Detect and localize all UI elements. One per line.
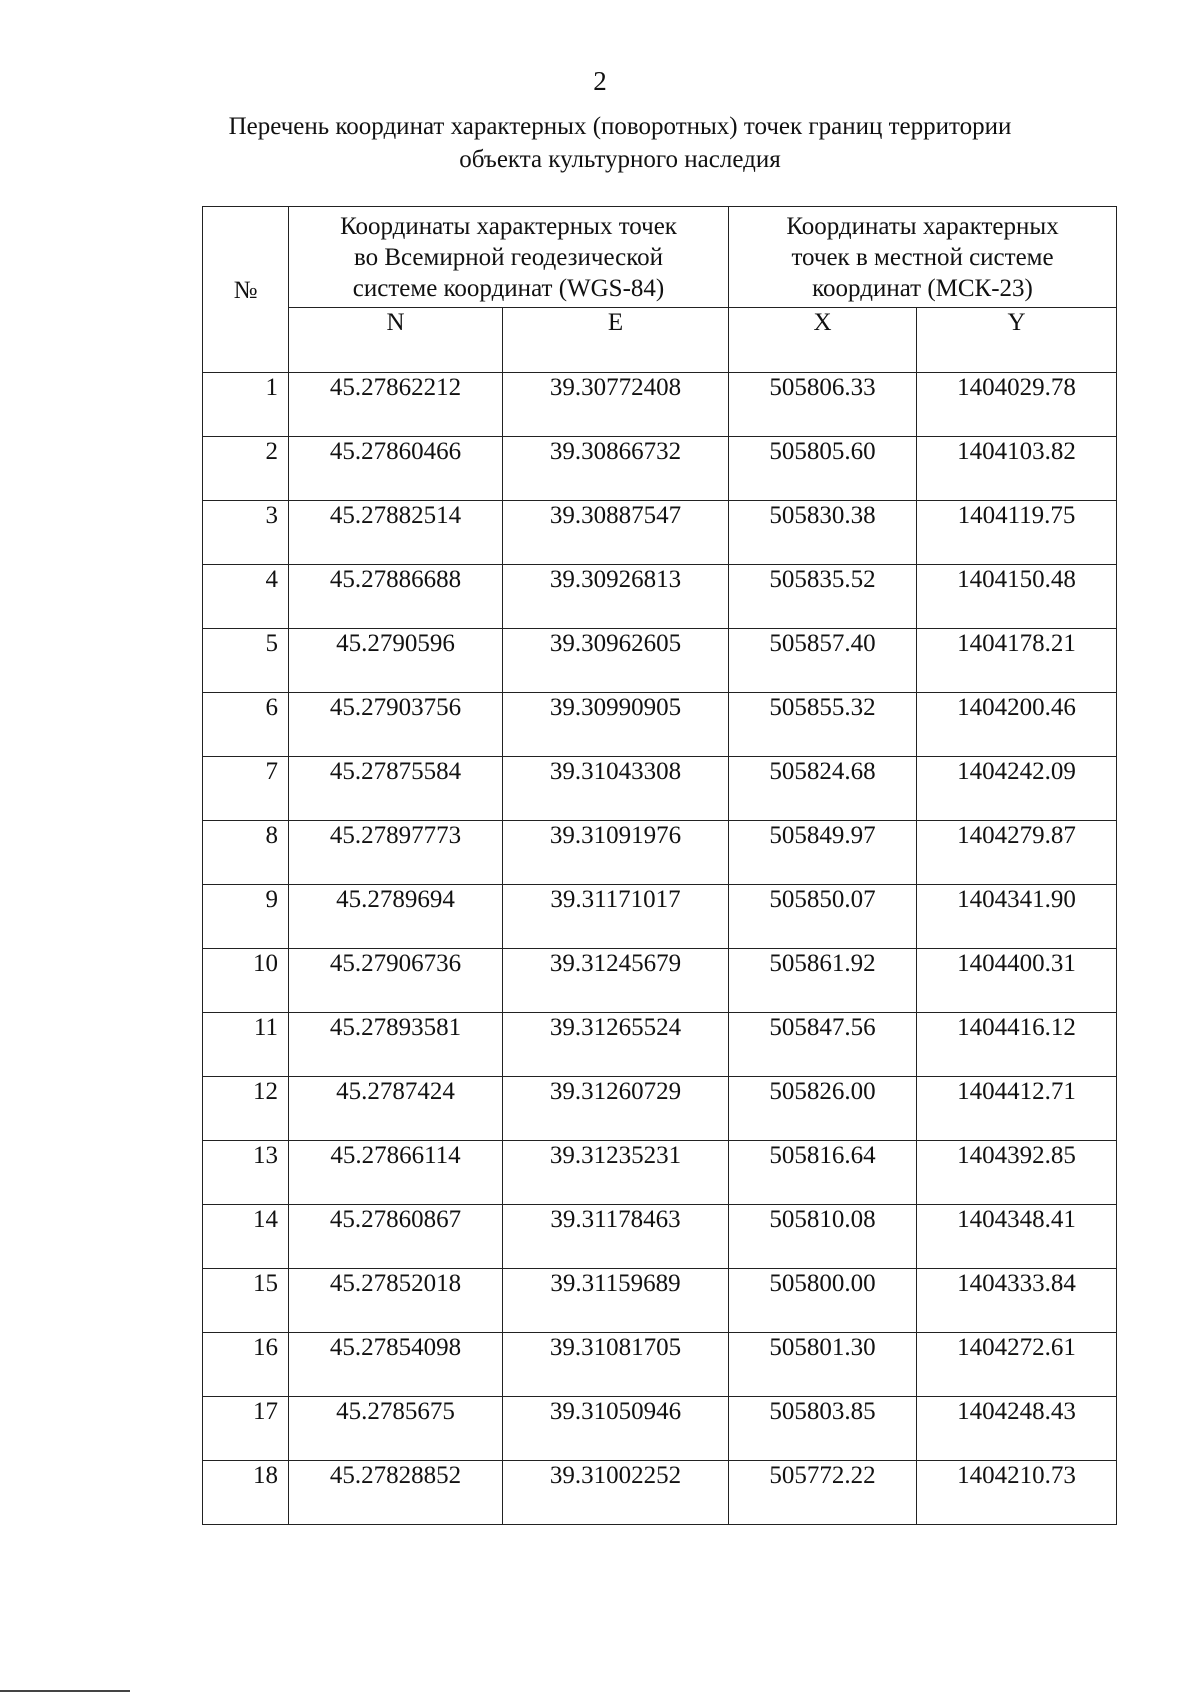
row-number: 18 (203, 1461, 289, 1525)
cell-msk-y: 1404272.61 (917, 1333, 1117, 1397)
row-number: 5 (203, 629, 289, 693)
cell-msk-y: 1404248.43 (917, 1397, 1117, 1461)
cell-wgs-n: 45.27854098 (289, 1333, 503, 1397)
header-wgs84-group (289, 207, 729, 308)
cell-msk-x: 505772.22 (729, 1461, 917, 1525)
header-row-groups (203, 207, 1117, 308)
table-row (203, 501, 1117, 565)
cell-wgs-n: 45.27882514 (289, 501, 503, 565)
page-number: 2 (593, 66, 607, 96)
cell-wgs-n: 45.27897773 (289, 821, 503, 885)
cell-msk-x: 505835.52 (729, 565, 917, 629)
cell-msk-y: 1404333.84 (917, 1269, 1117, 1333)
cell-msk-y: 1404412.71 (917, 1077, 1117, 1141)
cell-msk-x: 505826.00 (729, 1077, 917, 1141)
cell-wgs-n: 45.27866114 (289, 1141, 503, 1205)
cell-msk-x: 505857.40 (729, 629, 917, 693)
table-row (203, 629, 1117, 693)
table-body (203, 373, 1117, 1525)
header-col-e: E (503, 308, 729, 373)
cell-msk-y: 1404279.87 (917, 821, 1117, 885)
table-row (203, 757, 1117, 821)
cell-msk-x: 505805.60 (729, 437, 917, 501)
row-number: 2 (203, 437, 289, 501)
cell-wgs-n: 45.27852018 (289, 1269, 503, 1333)
cell-wgs-n: 45.27906736 (289, 949, 503, 1013)
row-number: 13 (203, 1141, 289, 1205)
cell-msk-y: 1404029.78 (917, 373, 1117, 437)
header-col-y: Y (917, 308, 1117, 373)
header-col-x: X (729, 308, 917, 373)
row-number: 1 (203, 373, 289, 437)
table-row (203, 1269, 1117, 1333)
cell-wgs-n: 45.2785675 (289, 1397, 503, 1461)
header-msk23-line: точек в местной системе (791, 243, 1054, 271)
table-row (203, 821, 1117, 885)
row-number: 10 (203, 949, 289, 1013)
cell-msk-y: 1404341.90 (917, 885, 1117, 949)
table-row (203, 1205, 1117, 1269)
cell-wgs-n: 45.27860466 (289, 437, 503, 501)
cell-msk-x: 505847.56 (729, 1013, 917, 1077)
cell-wgs-e: 39.30887547 (503, 501, 729, 565)
cell-msk-y: 1404178.21 (917, 629, 1117, 693)
table-row (203, 373, 1117, 437)
cell-msk-x: 505810.08 (729, 1205, 917, 1269)
cell-wgs-n: 45.2789694 (289, 885, 503, 949)
cell-msk-x: 505816.64 (729, 1141, 917, 1205)
row-number: 15 (203, 1269, 289, 1333)
cell-msk-x: 505850.07 (729, 885, 917, 949)
cell-msk-x: 505861.92 (729, 949, 917, 1013)
cell-wgs-e: 39.31265524 (503, 1013, 729, 1077)
row-number: 7 (203, 757, 289, 821)
scan-edge-line (0, 1690, 130, 1692)
cell-wgs-n: 45.27860867 (289, 1205, 503, 1269)
row-number: 16 (203, 1333, 289, 1397)
table-row (203, 1333, 1117, 1397)
row-number: 17 (203, 1397, 289, 1461)
cell-wgs-e: 39.31159689 (503, 1269, 729, 1333)
header-wgs84-line: системе координат (WGS-84) (352, 274, 665, 302)
cell-msk-x: 505849.97 (729, 821, 917, 885)
header-msk23-line: координат (МСК-23) (812, 274, 1033, 302)
cell-msk-y: 1404242.09 (917, 757, 1117, 821)
cell-wgs-e: 39.30962605 (503, 629, 729, 693)
cell-msk-y: 1404210.73 (917, 1461, 1117, 1525)
table-row (203, 1141, 1117, 1205)
cell-msk-x: 505855.32 (729, 693, 917, 757)
cell-msk-x: 505806.33 (729, 373, 917, 437)
cell-wgs-n: 45.27875584 (289, 757, 503, 821)
cell-wgs-e: 39.31171017 (503, 885, 729, 949)
cell-msk-x: 505801.30 (729, 1333, 917, 1397)
cell-msk-x: 505803.85 (729, 1397, 917, 1461)
table-row (203, 1077, 1117, 1141)
table-row (203, 437, 1117, 501)
cell-msk-y: 1404103.82 (917, 437, 1117, 501)
table-row (203, 885, 1117, 949)
row-number: 9 (203, 885, 289, 949)
cell-wgs-e: 39.30772408 (503, 373, 729, 437)
document-title (150, 110, 1090, 176)
cell-wgs-e: 39.31260729 (503, 1077, 729, 1141)
cell-wgs-e: 39.31178463 (503, 1205, 729, 1269)
title-line-1: Перечень координат характерных (поворотных) точек границ территории (228, 113, 1012, 140)
row-number: 12 (203, 1077, 289, 1141)
cell-wgs-n: 45.27893581 (289, 1013, 503, 1077)
cell-wgs-e: 39.31245679 (503, 949, 729, 1013)
header-msk23-line: Координаты характерных (786, 212, 1059, 240)
cell-msk-y: 1404348.41 (917, 1205, 1117, 1269)
cell-wgs-e: 39.31050946 (503, 1397, 729, 1461)
cell-wgs-e: 39.31002252 (503, 1461, 729, 1525)
cell-wgs-n: 45.27903756 (289, 693, 503, 757)
table-row (203, 1397, 1117, 1461)
cell-wgs-e: 39.31081705 (503, 1333, 729, 1397)
table-row (203, 693, 1117, 757)
cell-msk-y: 1404392.85 (917, 1141, 1117, 1205)
row-number: 4 (203, 565, 289, 629)
table-row (203, 565, 1117, 629)
cell-msk-x: 505800.00 (729, 1269, 917, 1333)
cell-wgs-e: 39.31235231 (503, 1141, 729, 1205)
table-row (203, 1461, 1117, 1525)
coordinates-table (202, 206, 1117, 1525)
cell-msk-x: 505824.68 (729, 757, 917, 821)
cell-wgs-e: 39.31091976 (503, 821, 729, 885)
title-line-2: объекта культурного наследия (459, 146, 781, 173)
cell-msk-y: 1404119.75 (917, 501, 1117, 565)
header-col-n: N (289, 308, 503, 373)
cell-wgs-n: 45.27862212 (289, 373, 503, 437)
cell-wgs-e: 39.30866732 (503, 437, 729, 501)
cell-wgs-n: 45.27828852 (289, 1461, 503, 1525)
cell-wgs-n: 45.2787424 (289, 1077, 503, 1141)
row-number: 14 (203, 1205, 289, 1269)
cell-wgs-e: 39.30990905 (503, 693, 729, 757)
cell-msk-y: 1404400.31 (917, 949, 1117, 1013)
row-number: 6 (203, 693, 289, 757)
cell-msk-y: 1404200.46 (917, 693, 1117, 757)
cell-wgs-n: 45.27886688 (289, 565, 503, 629)
row-number: 8 (203, 821, 289, 885)
cell-wgs-n: 45.2790596 (289, 629, 503, 693)
header-num: № (203, 207, 289, 373)
table-row (203, 949, 1117, 1013)
header-wgs84-line: Координаты характерных точек (340, 212, 677, 240)
cell-msk-y: 1404150.48 (917, 565, 1117, 629)
row-number: 11 (203, 1013, 289, 1077)
header-row-columns (203, 308, 1117, 373)
cell-wgs-e: 39.30926813 (503, 565, 729, 629)
table-row (203, 1013, 1117, 1077)
cell-msk-x: 505830.38 (729, 501, 917, 565)
header-msk23-group (729, 207, 1117, 308)
cell-wgs-e: 39.31043308 (503, 757, 729, 821)
cell-msk-y: 1404416.12 (917, 1013, 1117, 1077)
row-number: 3 (203, 501, 289, 565)
header-wgs84-line: во Всемирной геодезической (353, 243, 664, 271)
